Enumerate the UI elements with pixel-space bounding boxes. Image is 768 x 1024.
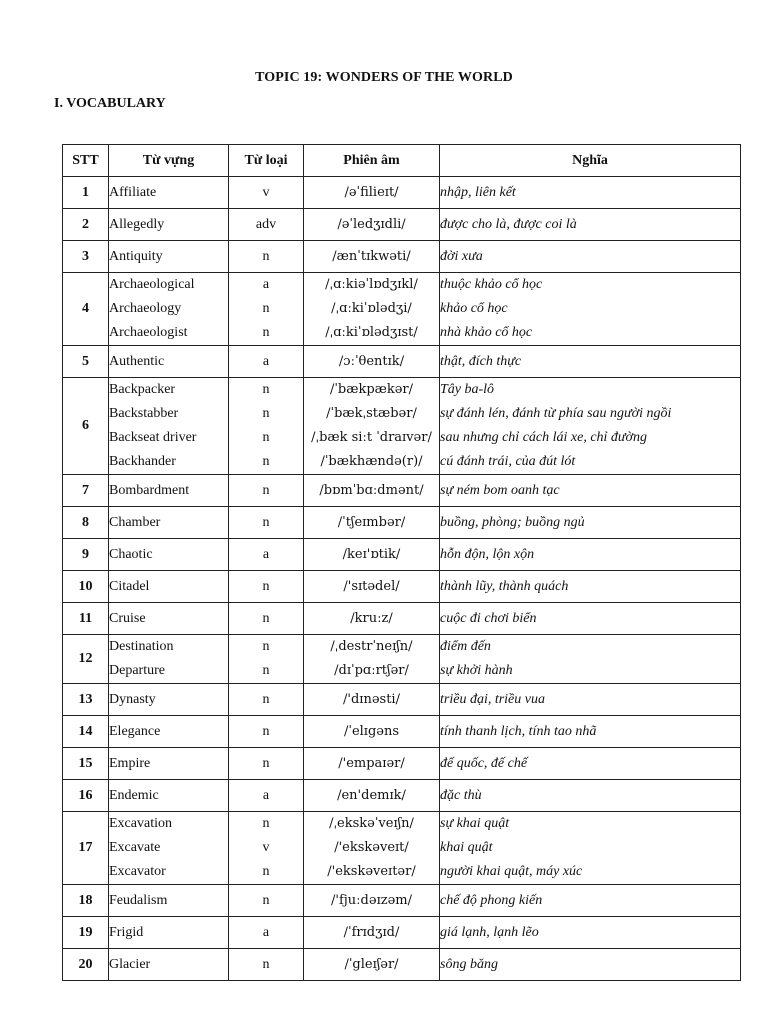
pos-text: n (262, 892, 270, 908)
cell-pos (229, 748, 304, 780)
ipa-text: /ˈelɪgəns (343, 723, 400, 739)
cell-pos (229, 885, 304, 917)
header-meaning: Nghĩa (440, 145, 741, 177)
cell-meaning (440, 635, 741, 684)
pos-text: v (262, 184, 270, 200)
cell-meaning (440, 273, 741, 346)
cell-ipa (304, 177, 440, 209)
cell-ipa (304, 635, 440, 684)
document-title: TOPIC 19: WONDERS OF THE WORLD (255, 70, 513, 85)
table-row (63, 571, 741, 603)
meaning-text: thuộc khảo cổ học (440, 277, 543, 292)
cell-ipa (304, 684, 440, 716)
table-row (63, 885, 741, 917)
pos-text: n (262, 578, 270, 594)
cell-meaning (440, 684, 741, 716)
pos-text: adv (255, 216, 277, 232)
word-text: Excavate (109, 840, 161, 855)
cell-word (109, 209, 229, 241)
word-text: Dynasty (109, 691, 156, 707)
pos-text: n (262, 864, 270, 879)
word-text: Backhander (109, 454, 176, 469)
ipa-text: /əˈfilieɪt/ (344, 184, 399, 200)
word-text: Empire (109, 755, 151, 771)
cell-ipa (304, 539, 440, 571)
row-number: 17 (63, 812, 109, 885)
meaning-text: đặc thù (440, 787, 482, 803)
word-text: Endemic (109, 787, 159, 803)
word-text: Backpacker (109, 382, 176, 397)
cell-ipa (304, 209, 440, 241)
table-row (63, 812, 741, 885)
cell-meaning (440, 917, 741, 949)
word-text: Archaeology (109, 301, 182, 316)
row-number: 15 (63, 748, 109, 780)
meaning-text: sự đánh lén, đánh từ phía sau người ngồi (440, 406, 672, 421)
word-text: Frigid (109, 924, 144, 940)
table-row (63, 716, 741, 748)
ipa-text: /'empaɪər/ (338, 755, 405, 771)
cell-meaning (440, 378, 741, 475)
table-header-row (63, 145, 741, 177)
table-row (63, 475, 741, 507)
word-text: Departure (109, 663, 165, 678)
table-row (63, 780, 741, 812)
ipa-text: /ˈgleɪʃər/ (344, 956, 399, 972)
table-body (63, 177, 741, 981)
cell-ipa (304, 917, 440, 949)
word-text: Citadel (109, 578, 150, 594)
cell-pos (229, 507, 304, 539)
row-number: 9 (63, 539, 109, 571)
pos-text: n (262, 663, 270, 678)
cell-pos (229, 917, 304, 949)
row-number: 3 (63, 241, 109, 273)
cell-meaning (440, 209, 741, 241)
cell-meaning (440, 241, 741, 273)
word-text: Chamber (109, 514, 161, 530)
meaning-text: nhập, liên kết (440, 184, 516, 200)
cell-ipa (304, 949, 440, 981)
table-row (63, 378, 741, 475)
word-text: Archaeological (109, 277, 195, 292)
ipa-text: /ˌɑːkiəˈlɒdʒɪkl/ (325, 277, 418, 292)
header-stt: STT (63, 145, 109, 177)
meaning-text: đế quốc, đế chế (440, 755, 528, 771)
ipa-text: /ˌbæk siːt ˈdraɪvər/ (311, 430, 432, 445)
ipa-text: /ˈfrɪdʒɪd/ (343, 924, 400, 940)
table-row (63, 684, 741, 716)
row-number: 10 (63, 571, 109, 603)
cell-pos (229, 603, 304, 635)
cell-pos (229, 684, 304, 716)
cell-word (109, 273, 229, 346)
row-number: 12 (63, 635, 109, 684)
row-number: 5 (63, 346, 109, 378)
table-row (63, 949, 741, 981)
meaning-text: tính thanh lịch, tính tao nhã (440, 723, 597, 739)
word-text: Elegance (109, 723, 161, 739)
cell-pos (229, 475, 304, 507)
pos-text: n (262, 325, 270, 340)
word-text: Cruise (109, 610, 146, 626)
cell-word (109, 241, 229, 273)
cell-word (109, 177, 229, 209)
header-pos: Từ loại (229, 145, 304, 177)
header-ipa: Phiên âm (304, 145, 440, 177)
cell-word (109, 378, 229, 475)
meaning-text: triều đại, triều vua (440, 691, 545, 707)
cell-pos (229, 273, 304, 346)
ipa-text: /ˈbækpækər/ (329, 382, 414, 397)
pos-text: n (262, 610, 270, 626)
pos-text: n (262, 514, 270, 530)
pos-text: n (262, 639, 270, 654)
word-text: Affiliate (109, 184, 157, 200)
meaning-text: Tây ba-lô (440, 382, 495, 397)
table-row (63, 539, 741, 571)
row-number: 18 (63, 885, 109, 917)
meaning-text: sông băng (440, 956, 498, 972)
row-number: 2 (63, 209, 109, 241)
cell-word (109, 571, 229, 603)
pos-text: n (262, 956, 270, 972)
meaning-text: khai quật (440, 840, 493, 855)
word-text: Feudalism (109, 892, 168, 908)
cell-word (109, 885, 229, 917)
meaning-text: buồng, phòng; buồng ngủ (440, 514, 585, 530)
ipa-text: /ˌekskəˈveɪʃn/ (329, 816, 414, 831)
ipa-text: /bɒmˈbɑːdmənt/ (319, 482, 424, 498)
ipa-text: /dɪˈpɑːrtʃər/ (334, 663, 409, 678)
table-row (63, 603, 741, 635)
word-text: Bombardment (109, 482, 190, 498)
meaning-text: sự khai quật (440, 816, 510, 831)
table-row (63, 917, 741, 949)
ipa-text: /ˈbækˌstæbər/ (326, 406, 417, 421)
word-text: Excavation (109, 816, 172, 831)
meaning-text: hỗn độn, lộn xộn (440, 546, 535, 562)
pos-text: a (262, 787, 270, 803)
pos-text: n (262, 382, 270, 397)
cell-ipa (304, 885, 440, 917)
ipa-text: /'ekskəveɪt/ (334, 840, 409, 855)
row-number: 6 (63, 378, 109, 475)
pos-text: n (262, 723, 270, 739)
cell-word (109, 346, 229, 378)
cell-ipa (304, 748, 440, 780)
row-number: 11 (63, 603, 109, 635)
cell-ipa (304, 603, 440, 635)
table-row (63, 748, 741, 780)
pos-text: n (262, 755, 270, 771)
cell-word (109, 635, 229, 684)
word-text: Allegedly (109, 216, 165, 232)
word-text: Authentic (109, 353, 165, 369)
word-text: Antiquity (109, 248, 163, 264)
word-text: Backstabber (109, 406, 179, 421)
vocabulary-table (62, 144, 741, 981)
cell-pos (229, 378, 304, 475)
cell-pos (229, 812, 304, 885)
ipa-text: /əˈledʒɪdli/ (337, 216, 406, 232)
ipa-text: /ænˈtɪkwəti/ (332, 248, 411, 264)
meaning-text: đời xưa (440, 248, 483, 264)
word-text: Glacier (109, 956, 151, 972)
meaning-text: sau nhưng chỉ cách lái xe, chỉ đường (440, 430, 648, 445)
pos-text: a (262, 546, 270, 562)
cell-pos (229, 209, 304, 241)
ipa-text: /ˈtʃeɪmbər/ (337, 514, 406, 530)
meaning-text: nhà khảo cổ học (440, 325, 533, 340)
cell-pos (229, 780, 304, 812)
cell-pos (229, 635, 304, 684)
cell-pos (229, 539, 304, 571)
pos-text: a (262, 353, 270, 369)
ipa-text: /'ekskəveɪtər/ (327, 864, 416, 879)
ipa-text: /ˌɑːkiˈɒlədʒi/ (331, 301, 412, 316)
row-number: 20 (63, 949, 109, 981)
ipa-text: /keɪ'ɒtik/ (342, 546, 401, 562)
cell-word (109, 603, 229, 635)
cell-meaning (440, 571, 741, 603)
meaning-text: khảo cổ học (440, 301, 508, 316)
ipa-text: /'fjuːdəɪzəm/ (331, 892, 412, 908)
cell-meaning (440, 603, 741, 635)
word-text: Destination (109, 639, 174, 654)
row-number: 19 (63, 917, 109, 949)
row-number: 8 (63, 507, 109, 539)
pos-text: n (262, 430, 270, 445)
cell-word (109, 716, 229, 748)
meaning-text: chế độ phong kiến (440, 892, 543, 908)
row-number: 13 (63, 684, 109, 716)
cell-word (109, 949, 229, 981)
cell-ipa (304, 780, 440, 812)
cell-ipa (304, 241, 440, 273)
cell-word (109, 780, 229, 812)
cell-word (109, 748, 229, 780)
ipa-text: /ˌdestrˈneɪʃn/ (330, 639, 413, 654)
cell-ipa (304, 346, 440, 378)
meaning-text: thật, đích thực (440, 353, 522, 369)
table-row (63, 507, 741, 539)
cell-ipa (304, 273, 440, 346)
ipa-text: /'sɪtədel/ (343, 578, 400, 594)
cell-meaning (440, 716, 741, 748)
table-row (63, 273, 741, 346)
cell-meaning (440, 748, 741, 780)
cell-pos (229, 571, 304, 603)
word-text: Chaotic (109, 546, 153, 562)
cell-word (109, 917, 229, 949)
pos-text: a (262, 277, 270, 292)
table-row (63, 241, 741, 273)
row-number: 4 (63, 273, 109, 346)
cell-ipa (304, 475, 440, 507)
pos-text: n (262, 248, 270, 264)
ipa-text: /en'demɪk/ (337, 787, 406, 803)
cell-meaning (440, 780, 741, 812)
pos-text: n (262, 301, 270, 316)
ipa-text: /ˌɑːkiˈɒlədʒɪst/ (325, 325, 418, 340)
cell-meaning (440, 949, 741, 981)
pos-text: v (262, 840, 270, 855)
pos-text: n (262, 406, 270, 421)
cell-ipa (304, 571, 440, 603)
cell-word (109, 684, 229, 716)
row-number: 14 (63, 716, 109, 748)
meaning-text: cuộc đi chơi biển (440, 610, 537, 626)
word-text: Excavator (109, 864, 166, 879)
pos-text: n (262, 454, 270, 469)
cell-meaning (440, 346, 741, 378)
cell-ipa (304, 507, 440, 539)
cell-meaning (440, 885, 741, 917)
cell-meaning (440, 812, 741, 885)
header-word: Từ vựng (109, 145, 229, 177)
table-row (63, 635, 741, 684)
cell-word (109, 507, 229, 539)
cell-pos (229, 241, 304, 273)
row-number: 16 (63, 780, 109, 812)
meaning-text: sự ném bom oanh tạc (440, 482, 560, 498)
cell-ipa (304, 378, 440, 475)
word-text: Backseat driver (109, 430, 197, 445)
meaning-text: thành lũy, thành quách (440, 578, 569, 594)
ipa-text: /kruːz/ (350, 610, 393, 626)
meaning-text: giá lạnh, lạnh lẽo (440, 924, 539, 940)
table-row (63, 177, 741, 209)
ipa-text: /ɔːˈθentɪk/ (338, 353, 405, 369)
cell-meaning (440, 507, 741, 539)
cell-word (109, 475, 229, 507)
pos-text: n (262, 816, 270, 831)
table-row (63, 209, 741, 241)
pos-text: n (262, 482, 270, 498)
meaning-text: người khai quật, máy xúc (440, 864, 583, 879)
meaning-text: được cho là, được coi là (440, 216, 577, 232)
ipa-text: /ˈbækhændə(r)/ (320, 454, 423, 469)
section-heading: I. VOCABULARY (54, 96, 166, 111)
meaning-text: điểm đến (440, 639, 491, 654)
pos-text: n (262, 691, 270, 707)
cell-ipa (304, 716, 440, 748)
meaning-text: cú đánh trái, của đút lót (440, 454, 576, 469)
meaning-text: sự khởi hành (440, 663, 513, 678)
word-text: Archaeologist (109, 325, 188, 340)
row-number: 7 (63, 475, 109, 507)
cell-pos (229, 949, 304, 981)
cell-pos (229, 716, 304, 748)
cell-word (109, 539, 229, 571)
cell-word (109, 812, 229, 885)
cell-pos (229, 346, 304, 378)
cell-pos (229, 177, 304, 209)
cell-ipa (304, 812, 440, 885)
cell-meaning (440, 475, 741, 507)
cell-meaning (440, 177, 741, 209)
cell-meaning (440, 539, 741, 571)
pos-text: a (262, 924, 270, 940)
row-number: 1 (63, 177, 109, 209)
ipa-text: /'dɪnəsti/ (343, 691, 400, 707)
table-row (63, 346, 741, 378)
